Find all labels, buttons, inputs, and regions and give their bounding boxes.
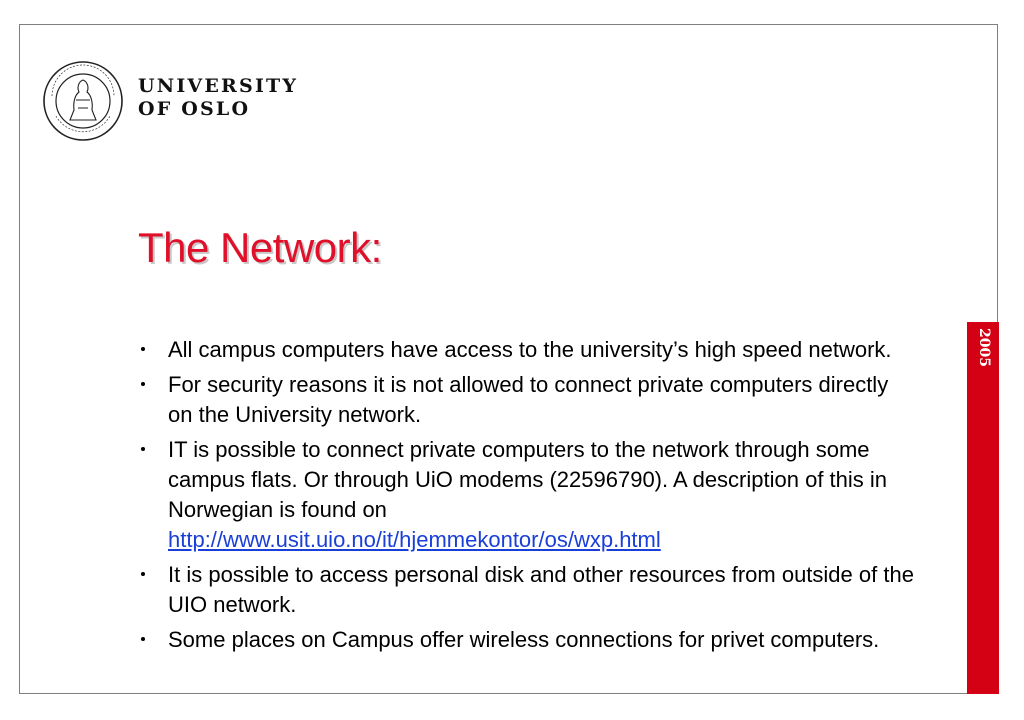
bullet-item (136, 560, 916, 620)
logo-line-1: UNIVERSITY (138, 75, 299, 97)
bullet-text: IT is possible to connect private computers to the network through some campus flats. Or through UiO modems (22596790). A description of this in Norwegian is found on (168, 437, 888, 522)
bullet-dot-icon (141, 382, 145, 386)
slide-title: The Network: (138, 224, 382, 271)
wxp-link[interactable]: http://www.usit.uio.no/it/hjemmekontor/os/wxp.html (168, 527, 661, 552)
logo-line-2: OF OSLO (138, 98, 251, 120)
university-logo-text (138, 75, 298, 121)
bullet-item (136, 335, 916, 365)
bullet-text: All campus computers have access to the university’s high speed network. (168, 337, 892, 362)
bullet-dot-icon (141, 447, 145, 451)
side-band (967, 322, 999, 694)
bullet-item (136, 435, 916, 555)
bullet-text: Some places on Campus offer wireless connections for privet computers. (168, 627, 880, 652)
bullet-item (136, 370, 916, 430)
bullet-dot-icon (141, 347, 145, 351)
bullet-list (136, 335, 916, 660)
bullet-text: For security reasons it is not allowed to connect private computers directly on the University network. (168, 372, 889, 427)
bullet-dot-icon (141, 637, 145, 641)
university-seal-icon (42, 60, 124, 142)
bullet-item (136, 625, 916, 655)
year-label: 2005 (976, 328, 992, 367)
bullet-dot-icon (141, 572, 145, 576)
bullet-text: It is possible to access personal disk and other resources from outside of the UIO network. (168, 562, 914, 617)
